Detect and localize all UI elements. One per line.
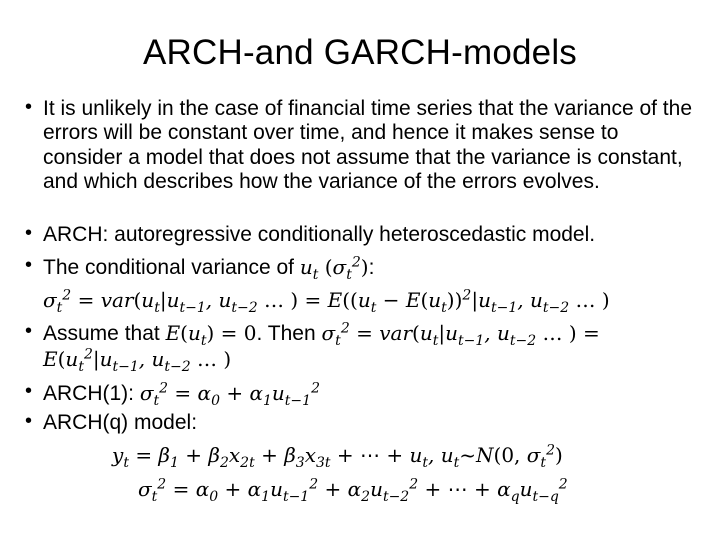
- bullet: •: [25, 254, 33, 276]
- formula-archq-mean: $y_t = \beta_1 + \beta_2x_{2t} + \beta_3x_{3t}$ + ⋯ + $u_t$, $u_t\sim N(0$, $\sigma_t^2$): [112, 442, 563, 471]
- paragraph-archq: ARCH(q) model:: [43, 411, 198, 434]
- bullet: •: [25, 410, 33, 432]
- arch1-label: ARCH(1):: [43, 382, 140, 405]
- formula-expectation-zero: $E(u_t) = 0$: [165, 321, 257, 349]
- then-label: . Then: [256, 322, 322, 345]
- formula-expectation-squared: $E(u_t^2|u_{t-1}$, $u_{t-2}$ … ): [43, 346, 232, 375]
- formula-arch1: $\sigma_t^2 = \alpha_0 + \alpha_1u_{t-1}^2$: [139, 380, 320, 409]
- bullet: •: [25, 96, 33, 118]
- assume-label: Assume that: [43, 322, 166, 345]
- formula-ut-sigma: $u_t$ $(\sigma_t^2)$: [299, 254, 369, 283]
- bullet: •: [25, 222, 33, 244]
- bullet: •: [25, 380, 33, 402]
- formula-variance-equals: $\sigma_t^2 = var(u_t|u_{t-1}$, $u_{t-2}$ … ) =: [321, 320, 600, 349]
- formula-conditional-variance: $\sigma_t^2 = var(u_t|u_{t-1}$, $u_{t-2}$ … ) = $E((u_t - E(u_t))^2|u_{t-1}$, $u_{t-2}$ … ): [43, 287, 610, 316]
- paragraph-assume: [43, 320, 600, 347]
- slide-title: ARCH-and GARCH-models: [142, 33, 578, 72]
- bullet: •: [25, 320, 33, 342]
- conditional-variance-label: The conditional variance of: [43, 256, 300, 279]
- paragraph-arch1: [43, 380, 320, 407]
- paragraph-conditional-variance: The conditional variance of $u_t$ $(\sigma_t^2)$:: [43, 254, 375, 283]
- paragraph-variance-intro: It is unlikely in the case of financial time series that the variance of the errors will be constant over time, and hence it makes sense to consider a model that does not assume that the variance is constant, and which describes how the variance of the errors evolves.: [43, 97, 693, 194]
- formula-archq-variance: $\sigma_t^2 = \alpha_0 + \alpha_1u_{t-1}^2 + \alpha_2u_{t-2}^2$ + ⋯ + $\alpha_qu_{t-q}^2$: [138, 476, 568, 505]
- paragraph-arch-definition: ARCH: autoregressive conditionally heteroscedastic model.: [43, 223, 596, 246]
